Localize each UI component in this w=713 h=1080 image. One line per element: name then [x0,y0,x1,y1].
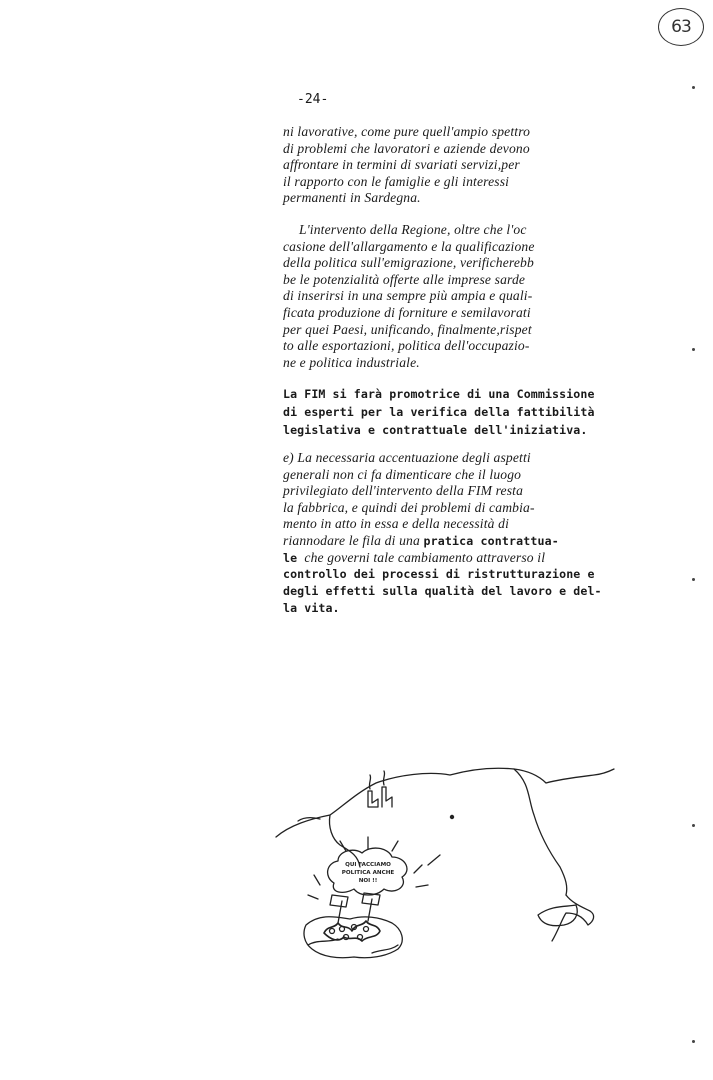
text-segment: che governi tale cambiamento attraverso il [304,549,546,565]
margin-mark [692,578,695,581]
cartoon-illustration [268,755,618,985]
italy-outline [276,768,614,837]
margin-mark [692,1040,695,1043]
stamp-number: 63 [671,17,691,37]
text-line: L'intervento della Regione, oltre che l'oc [299,222,527,237]
text-segment: riannodare le fila di una [283,532,424,548]
text-line: mento in atto in essa e della necessità di [283,516,510,532]
text-line [283,533,613,550]
paragraph-4 [283,450,613,617]
text-line: di inserirsi in una sempre più ampia e quali- [283,288,533,304]
text-segment: pratica contrattua- [423,533,559,548]
text-line: be le potenzialità offerte alle imprese sarde [283,271,526,287]
margin-mark [692,348,695,351]
text-line: casione dell'allargamento e la qualificazione [283,238,535,254]
crowd [324,921,380,941]
text-line: la fabbrica, e quindi dei problemi di cambia- [283,499,535,515]
balloon-text: POLITICA ANCHE [341,870,395,876]
text-line: La FIM si farà promotrice di una Commissione [283,387,595,401]
margin-mark [692,824,695,827]
text-line: ni lavorative, come pure quell'ampio spettro [283,124,531,139]
text-line: ne e politica industriale. [283,354,420,370]
text-line: il rapporto con le famiglie e gli interessi [283,173,510,189]
text-line: di esperti per la verifica della fattibilità [283,405,595,419]
text-line [283,550,613,567]
text-line: permanenti in Sardegna. [283,190,421,206]
margin-mark [692,86,695,89]
text-line: per quei Paesi, unificando, finalmente,rispet [283,321,532,337]
text-line: di problemi che lavoratori e aziende devono [283,140,530,156]
balloon-text: NOI !! [358,878,378,884]
page-stamp [658,8,704,46]
paragraph-1 [283,124,613,207]
paragraph-3 [283,385,613,439]
sardinia-island [304,917,402,958]
text-line: della politica sull'emigrazione, verificherebb [283,255,534,271]
balloon-text: QUI FACCIAMO [345,862,391,868]
text-line: legislativa e contrattuale dell'iniziativa. [283,423,588,437]
text-line: generali non ci fa dimenticare che il luogo [283,466,522,482]
text-line: la vita. [283,601,340,616]
text-line: privilegiato dell'intervento della FIM resta [283,483,524,499]
text-line: affrontare in termini di svariati servizi,per [283,157,520,173]
factory-icon [368,791,378,807]
paragraph-2 [283,222,613,371]
text-line: controllo dei processi di ristrutturazione e [283,567,595,582]
text-segment: le [283,550,305,565]
text-line: to alle esportazioni, politica dell'occupazio- [283,338,530,354]
page-number: -24- [297,92,329,107]
text-line: ficata produzione di forniture e semilavorati [283,304,531,320]
text-line: degli effetti sulla qualità del lavoro e del- [283,584,602,599]
sicily-outline [538,905,577,926]
text-line: e) La necessaria accentuazione degli aspetti [283,450,531,465]
